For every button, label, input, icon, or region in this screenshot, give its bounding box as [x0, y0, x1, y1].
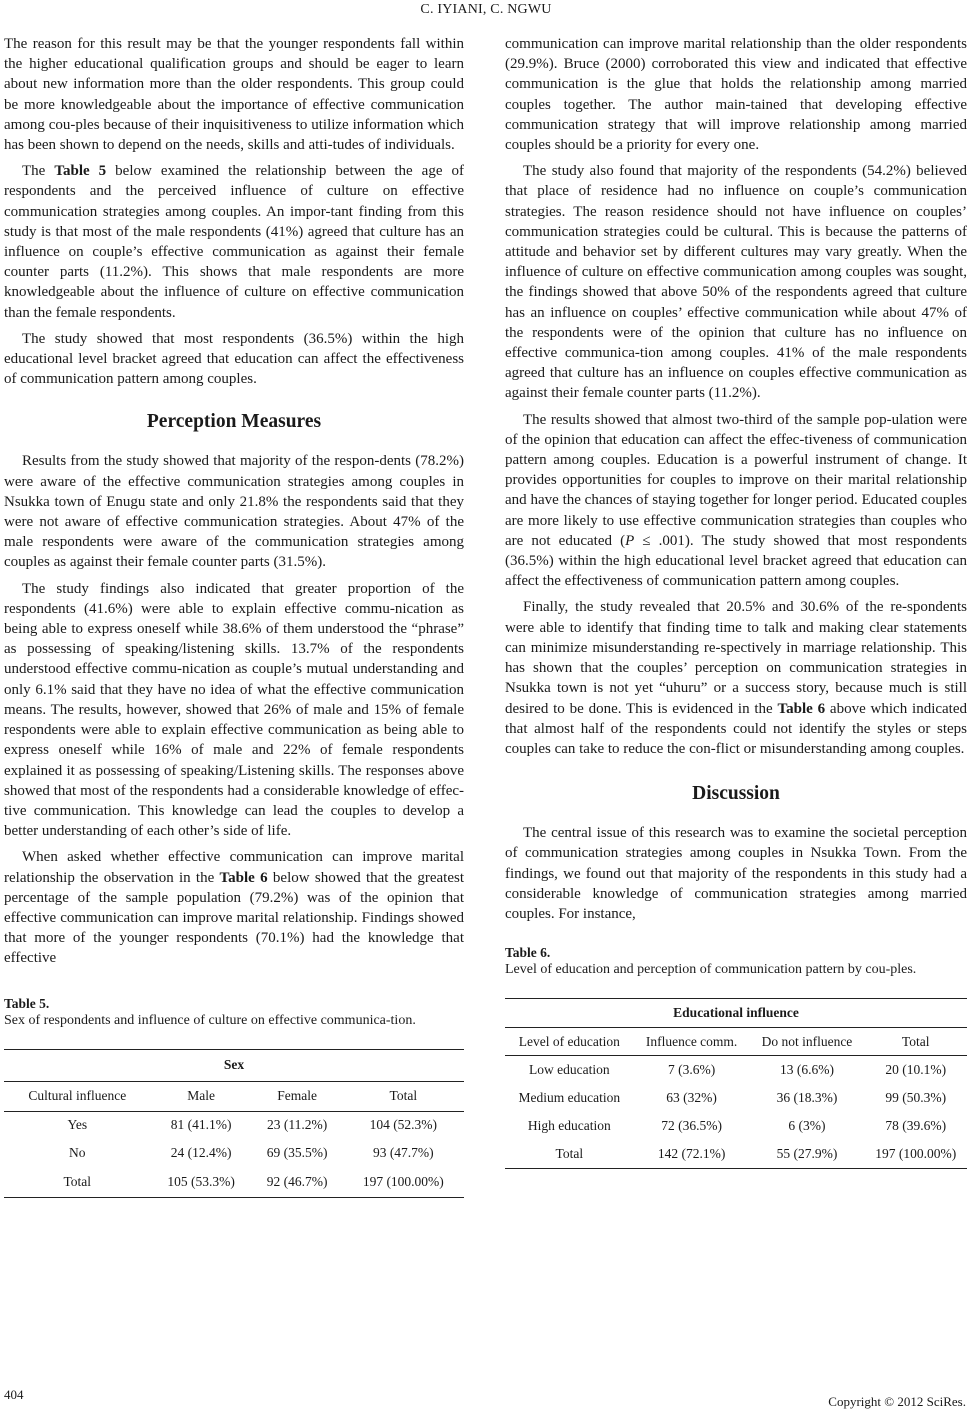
table-row — [505, 1056, 967, 1084]
paragraph-results-awareness: Results from the study showed that majority of the respon-dents (78.2%) were aware of the effective communication strategies among couples in Nsukka town of Enugu state and only 21.8% the respondents said that they were not aware of effective communication strategies. About 47% of the male respondents were aware of the communication strategies among couples as against their female counter parts (31.5%). — [4, 453, 464, 571]
text-run: below examined the relationship between the age of respondents and the perceived influence of culture on effective communication strategies among couples. An impor-tant finding from this study is that most of the male respondents (41%) agreed that culture has an influence on couple’s effective communication as against their female counter parts (11.2%). This shows that male respondents are more knowledgeable about the influence of culture on effective communication than the female respondents. — [4, 163, 464, 321]
paragraph-table6-reference — [4, 847, 464, 968]
page-number: 404 — [4, 1387, 24, 1402]
text-run: When asked whether effective communication can improve marital relationship the observation in the — [4, 849, 464, 886]
table6-col-header: Level of education — [505, 1028, 634, 1056]
paragraph-discussion: The central issue of this research was to examine the societal perception of communication strategies among couples in Nsukka Town. From the findings, we found out that majority of the respondents in this study had a considerable knowledge of communication strategies among married couples. For instance, — [505, 825, 967, 922]
section-heading-discussion: Discussion — [692, 783, 780, 805]
table-cell: 13 (6.6%) — [779, 1061, 834, 1077]
table-cell: 7 (3.6%) — [667, 1061, 716, 1077]
table5-group-header: Sex — [4, 1049, 464, 1081]
table6-caption: Level of education and perception of communication pattern by cou-ples. — [505, 962, 917, 978]
table5-col-header: Male — [151, 1081, 252, 1111]
table-cell: Yes — [67, 1117, 88, 1133]
table5-col-header: Female — [252, 1081, 343, 1111]
table-row — [4, 1167, 464, 1197]
table-cell: Total — [4, 1167, 151, 1197]
table6-reference-link[interactable]: Table 6 — [219, 869, 268, 886]
table-cell: 78 (39.6%) — [885, 1117, 947, 1133]
table6-block — [505, 944, 967, 1169]
left-column — [4, 34, 464, 1198]
paragraph-study-findings: The study findings also indicated that greater proportion of the respondents (41.6%) were able to explain effective commu-nication as being able to express oneself while 38.6% of them understood the “phrase” as possessing of speaking/listening skills. 13.7% of the respondents understood effective commu-nication as couple’s mutual understanding and only 6.1% said that they have no idea of what the effective communication means. The results, however, showed that 26% of male and 15% of female respondents were able to explain effective communication as being able to express oneself while 16% of male and 22% of female respondents explained it as possessing of speaking/Listening skills. The responses above showed that most of the respondents had a considerable knowledge of effec-tive communication. This knowledge can lead the couples to develop a better understanding of each other’s side of life. — [4, 580, 464, 840]
text-run: The — [22, 163, 55, 180]
paragraph-younger-respondents: The reason for this result may be that the younger respondents fall within the higher educational qualification groups and should be eager to learn about new information more than the older respondents. This group could be more knowledgeable about the importance of effective communication among cou-ples because of their inquisitiveness to utilize information which has been shown to depend on the needs, skills and atti-tudes of individuals. — [4, 36, 464, 154]
table-row — [505, 1112, 967, 1140]
paragraph-two-third — [505, 410, 967, 592]
table5-col-header: Cultural influence — [4, 1081, 151, 1111]
text-run: ≤ .001). The study showed that most respondents (36.5%) within the high educational level bracket agreed that education can affect the effectiveness of communication pattern among couples. — [505, 532, 967, 590]
table6 — [505, 998, 967, 1169]
table6-reference-link[interactable]: Table 6 — [777, 700, 826, 717]
table-cell: No — [69, 1145, 86, 1161]
table-cell: 55 (27.9%) — [750, 1140, 865, 1169]
paragraph-finally — [505, 597, 967, 759]
table-cell: 81 (41.1%) — [170, 1117, 232, 1133]
table-cell: 36 (18.3%) — [776, 1089, 838, 1105]
table-cell: Low education — [529, 1061, 610, 1077]
table5-label: Table 5. — [4, 995, 50, 1011]
table-row — [4, 1139, 464, 1167]
table6-col-header: Influence comm. — [634, 1028, 750, 1056]
paragraph-communication-improve: communication can improve marital relationship than the older respondents (29.9%). Bruce (2000) corroborated this view and indicated that effective communication is the glue that holds the relationship among married couples together. The author main-tained that developing effective communication strategy that will improve relationship among married couples should be a priority for every one. — [505, 36, 967, 154]
table-cell: High education — [527, 1117, 611, 1133]
text-run: Finally, the study revealed that 20.5% and 30.6% of the re-spondents were able to identify that finding time to talk and making clear statements can minimize misunderstanding re-spectively in marriage relationship. This has shown that the couples’ perception on communication strategies in Nsukka town is not yet “uhuru” or a success story, because much is still desired to be done. This is evidenced in the — [505, 599, 967, 717]
table-cell: 104 (52.3%) — [369, 1117, 438, 1133]
text-run: below showed that the greatest percentage of the sample population (79.2%) was of the opinion that effective communication can improve marital relationship. Findings showed that more of the younger respondents (70.1%) had the knowledge that effective — [4, 869, 465, 967]
table-cell: Medium education — [518, 1089, 621, 1105]
table-cell: 142 (72.1%) — [634, 1140, 750, 1169]
table-cell: 105 (53.3%) — [151, 1167, 252, 1197]
table-cell: 92 (46.7%) — [252, 1167, 343, 1197]
table-cell: 72 (36.5%) — [661, 1117, 722, 1133]
text-run: The results showed that almost two-third of the sample pop-ulation were of the opinion that education can affect the effec-tiveness of communication pattern among couples. Education is a powerful instrument of change. It provides opportunities for couples to improve on their marital relationship and have the chances of staying together for longer period. Educated couples are more likely to use effective communication strategies than couples who are not educated ( — [505, 411, 967, 549]
table-cell: 93 (47.7%) — [372, 1145, 434, 1161]
table-cell: 197 (100.00%) — [343, 1167, 464, 1197]
text-run: above which indicated that almost half of the respondents could not identify the styles or steps couples can take to reduce the con-flict or misunderstanding among couples. — [505, 700, 967, 757]
table5-caption: Sex of respondents and influence of culture on effective communica-tion. — [4, 1012, 416, 1028]
table-row — [505, 1140, 967, 1169]
table6-col-header: Total — [864, 1028, 967, 1056]
table-row — [505, 1084, 967, 1112]
copyright-notice: Copyright © 2012 SciRes. — [828, 1394, 966, 1409]
p-value-symbol: P — [625, 532, 635, 549]
table-cell: 63 (32%) — [666, 1089, 717, 1105]
table-cell: 69 (35.5%) — [266, 1145, 328, 1161]
table-cell: 23 (11.2%) — [267, 1117, 328, 1133]
section-heading-perception-measures: Perception Measures — [146, 411, 322, 433]
table6-group-header-row — [505, 999, 967, 1028]
table5-block — [4, 995, 464, 1198]
table6-group-header: Educational influence — [505, 999, 967, 1028]
paragraph-residence: The study also found that majority of the respondents (54.2%) believed that place of residence had no influence on couple’s communication strategies. The reason residence should not have influence on couples’ communication strategies could be cultural. This is because the patterns of attitude and behavior set by different cultures may vary greatly. When the influence of culture on effective communication among couples was sought, the findings showed that above 50% of the respondents agreed that culture has an influence on couples’ effective communication while about 47% of the respondents were of the opinion that culture has no influence on effective communica-tion among couples. 41% of the male respondents agreed that culture has an influence on couples effective communication as against their female counter parts (11.2%). — [505, 163, 967, 402]
table-cell: 20 (10.1%) — [885, 1061, 947, 1077]
paragraph-education-level: The study showed that most respondents (36.5%) within the high educational level bracket agreed that education can affect the effectiveness of communication pattern among couples. — [4, 330, 464, 388]
table-cell: 6 (3%) — [788, 1117, 826, 1133]
table6-col-header: Do not influence — [750, 1028, 865, 1056]
table-cell: 99 (50.3%) — [885, 1089, 947, 1105]
table5-reference-link[interactable]: Table 5 — [54, 163, 107, 180]
right-column — [505, 34, 967, 1169]
table-cell: 197 (100.00%) — [864, 1140, 967, 1169]
table-cell: Total — [505, 1140, 634, 1169]
table5-group-header-row — [4, 1049, 464, 1081]
table-cell: 24 (12.4%) — [170, 1145, 232, 1161]
table5 — [4, 1049, 464, 1198]
table5-column-header-row — [4, 1081, 464, 1111]
table6-column-header-row — [505, 1028, 967, 1056]
paragraph-table5-reference — [4, 161, 464, 323]
running-head: C. IYIANI, C. NGWU — [420, 2, 552, 17]
table6-label: Table 6. — [505, 945, 551, 961]
table-row — [4, 1111, 464, 1139]
table5-col-header: Total — [343, 1081, 464, 1111]
